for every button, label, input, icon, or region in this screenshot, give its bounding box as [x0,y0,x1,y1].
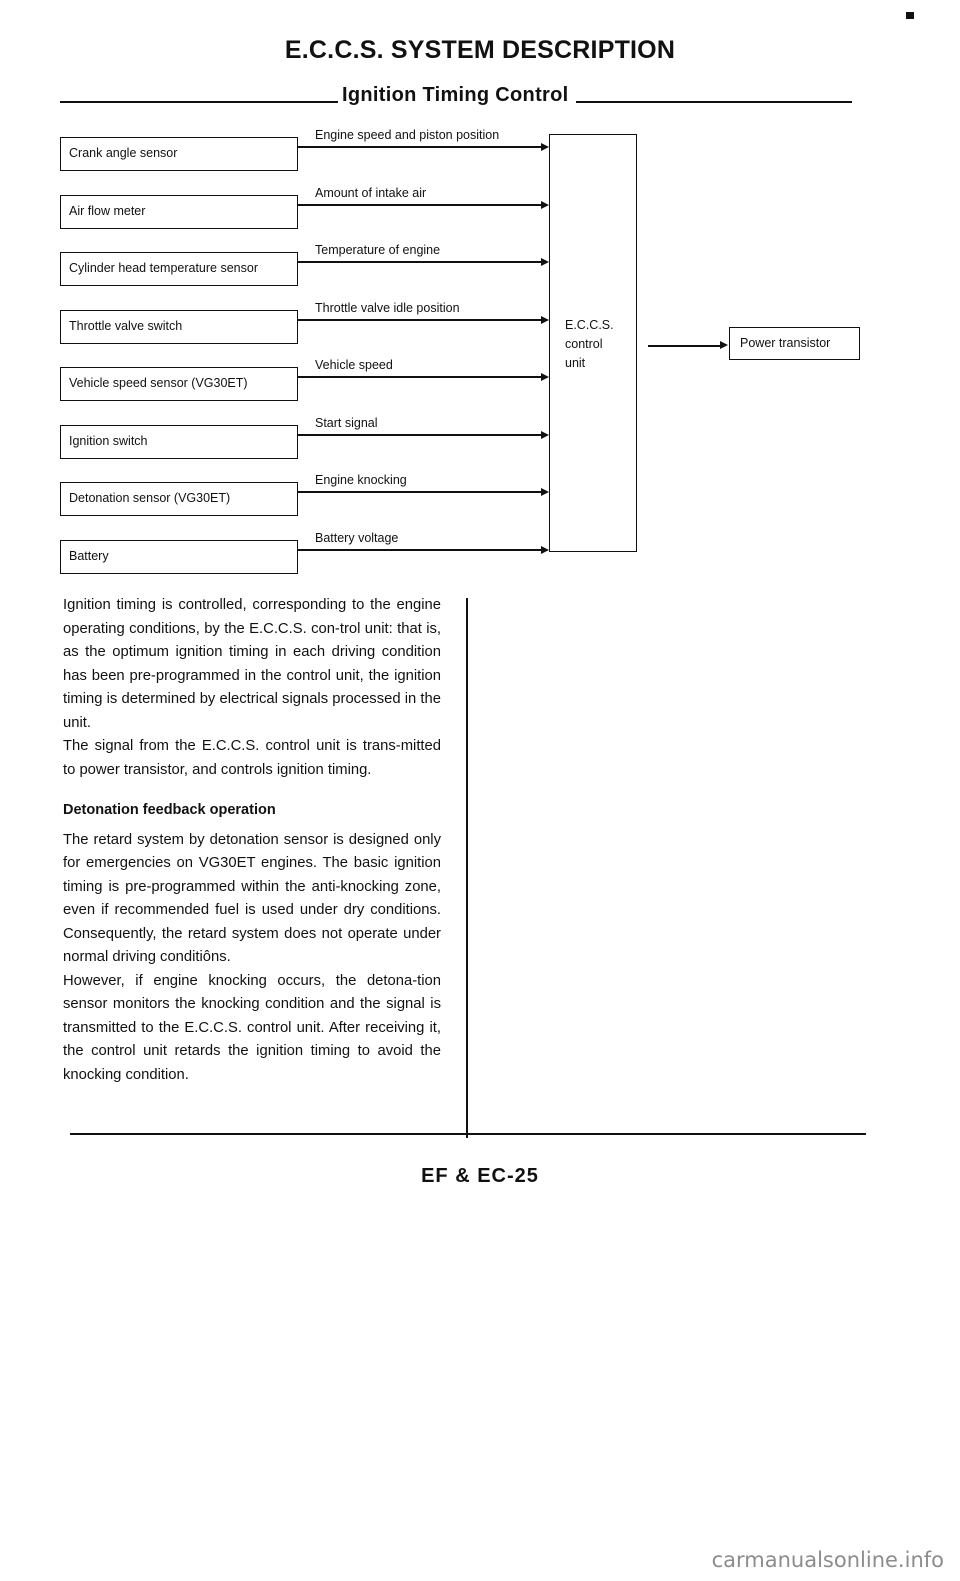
sensor-box: Detonation sensor (VG30ET) [60,482,298,516]
signal-label: Temperature of engine [315,243,441,257]
signal-connector-line [298,491,541,493]
footer-rule [70,1133,866,1135]
column-divider [466,598,468,1138]
signal-connector-line [298,146,541,148]
signal-label: Vehicle speed [315,358,393,372]
power-transistor-box: Power transistor [729,327,860,360]
signal-arrow-head [541,488,549,496]
page-number: EF & EC-25 [421,1165,539,1187]
subtitle-rule-left [60,101,338,103]
signal-label: Start signal [315,416,378,430]
sensor-box: Battery [60,540,298,574]
paragraph-ignition-timing: Ignition timing is controlled, corresponding to the engine operating conditions, by the E.C.C.S. con-trol unit: that is, as the optimum ignition timing in each driving condition has been pre-programmed in the control unit, the ignition timing is determined by electrical signals processed in the unit. [63,597,441,731]
corner-mark [906,12,914,19]
signal-arrow-head [541,316,549,324]
signal-connector-line [298,261,541,263]
sensor-box: Ignition switch [60,425,298,459]
output-arrow-head [720,341,728,349]
sensor-box: Air flow meter [60,195,298,229]
paragraph-retard-system: The retard system by detonation sensor is designed only for emergencies on VG30ET engines. The basic ignition timing is pre-programmed within the anti-knocking zone, even if recommended fuel is used under dry conditions. Consequently, the retard system does not operate under normal driving conditiôns. [63,831,441,965]
signal-connector-line [298,549,541,551]
sensor-box: Crank angle sensor [60,137,298,171]
signal-label: Throttle valve idle position [315,301,460,315]
signal-arrow-head [541,431,549,439]
signal-connector-line [298,434,541,436]
paragraph-signal: The signal from the E.C.C.S. control unit is trans-mitted to power transistor, and controls ignition timing. [63,738,441,778]
ecu-label-line-1: E.C.C.S. [565,318,614,332]
watermark: carmanualsonline.info [711,1548,944,1572]
subtitle-rule-right [576,101,852,103]
ecu-label-line-2: control [565,337,603,351]
paragraph-knocking: However, if engine knocking occurs, the detona-tion sensor monitors the knocking condition and the signal is transmitted to the E.C.C.S. control unit. After receiving it, the control unit retards the ignition timing to avoid the knocking condition. [63,972,441,1083]
sensor-box: Cylinder head temperature sensor [60,252,298,286]
output-connector-line [648,345,720,347]
signal-connector-line [298,376,541,378]
signal-label: Engine knocking [315,473,407,487]
signal-arrow-head [541,258,549,266]
signal-arrow-head [541,201,549,209]
signal-connector-line [298,319,541,321]
ecu-label-line-3: unit [565,356,586,370]
signal-connector-line [298,204,541,206]
sensor-box: Throttle valve switch [60,310,298,344]
signal-arrow-head [541,373,549,381]
section-subtitle: Ignition Timing Control [342,84,569,106]
signal-label: Engine speed and piston position [315,128,500,142]
signal-label: Battery voltage [315,531,399,545]
signal-arrow-head [541,546,549,554]
ecu-label [565,316,614,373]
sensor-box: Vehicle speed sensor (VG30ET) [60,367,298,401]
signal-arrow-head [541,143,549,151]
signal-label: Amount of intake air [315,186,427,200]
detonation-heading: Detonation feedback operation [63,802,276,818]
body-text [63,594,441,1087]
page-title: E.C.C.S. SYSTEM DESCRIPTION [284,36,676,64]
